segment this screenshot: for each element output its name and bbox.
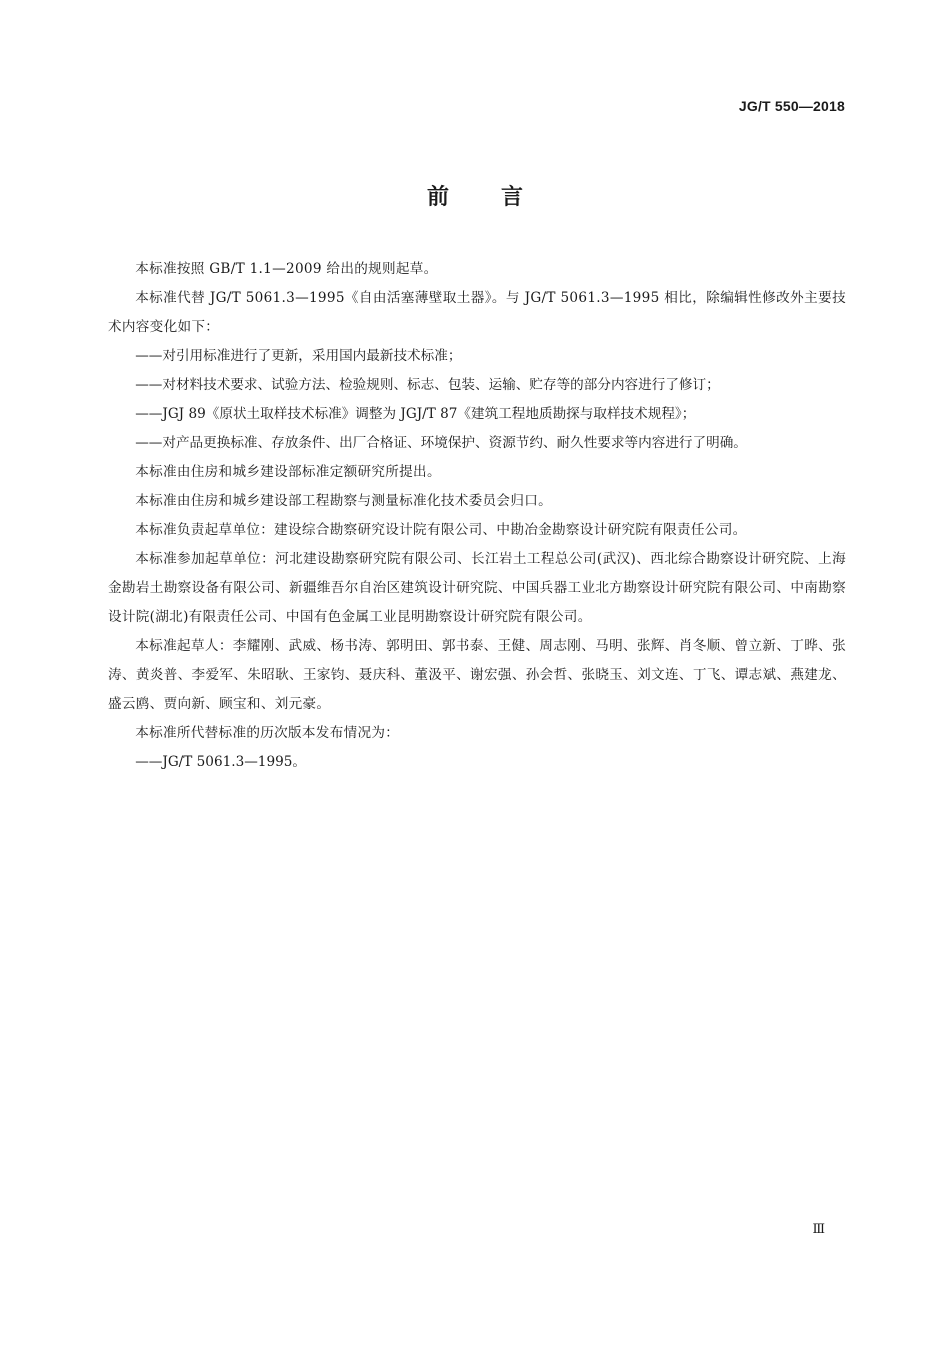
list-item-change: ——对产品更换标准、存放条件、出厂合格证、环境保护、资源节约、耐久性要求等内容进行了明确。 [135, 435, 747, 451]
paragraph-proposer: 本标准由住房和城乡建设部标准定额研究所提出。 [135, 464, 441, 480]
paragraph-centralized-by: 本标准由住房和城乡建设部工程勘察与测量标准化技术委员会归口。 [135, 493, 552, 509]
standard-code: JG/T 550—2018 [738, 98, 845, 114]
paragraph-replacement: 本标准代替 JG/T 5061.3—1995《自由活塞薄壁取土器》。与 JG/T 5061.3—1995 相比，除编辑性修改外主要技术内容变化如下： [108, 290, 846, 335]
list-item-change: ——对引用标准进行了更新，采用国内最新技术标准； [135, 348, 462, 364]
paragraph-lead-drafting-units: 本标准负责起草单位：建设综合勘察研究设计院有限公司、中勘冶金勘察设计研究院有限责任公司。 [135, 522, 747, 538]
paragraph-version-history: 本标准所代替标准的历次版本发布情况为： [135, 725, 400, 741]
page-number: Ⅲ [812, 1222, 825, 1237]
paragraph-drafters: 本标准起草人：李耀刚、武威、杨书涛、郭明田、郭书泰、王健、周志刚、马明、张辉、肖冬顺、曾立新、丁晔、张涛、黄炎普、李爱军、朱昭耿、王家钧、聂庆科、董汲平、谢宏强、孙会哲、张晓玉、刘文连、丁飞、谭志斌、燕建龙、盛云鸥、贾向新、顾宝和、刘元豪。 [108, 638, 846, 712]
list-item-previous-version: ——JG/T 5061.3—1995。 [135, 754, 306, 770]
list-item-change: ——JGJ 89《原状土取样技术标准》调整为 JGJ/T 87《建筑工程地质勘探与取样技术规程》； [135, 406, 696, 422]
paragraph-participating-units: 本标准参加起草单位：河北建设勘察研究院有限公司、长江岩土工程总公司(武汉)、西北综合勘察设计研究院、上海金勘岩土勘察设备有限公司、新疆维吾尔自治区建筑设计研究院、中国兵器工业北方勘察设计研究院有限公司、中南勘察设计院(湖北)有限责任公司、中国有色金属工业昆明勘察设计研究院有限公司。 [108, 551, 846, 625]
page-title: 前言 [426, 185, 575, 210]
list-item-change: ——对材料技术要求、试验方法、检验规则、标志、包装、运输、贮存等的部分内容进行了修订； [135, 377, 720, 393]
body-text [108, 255, 846, 777]
paragraph-drafting-rules: 本标准按照 GB/T 1.1—2009 给出的规则起草。 [135, 261, 438, 277]
